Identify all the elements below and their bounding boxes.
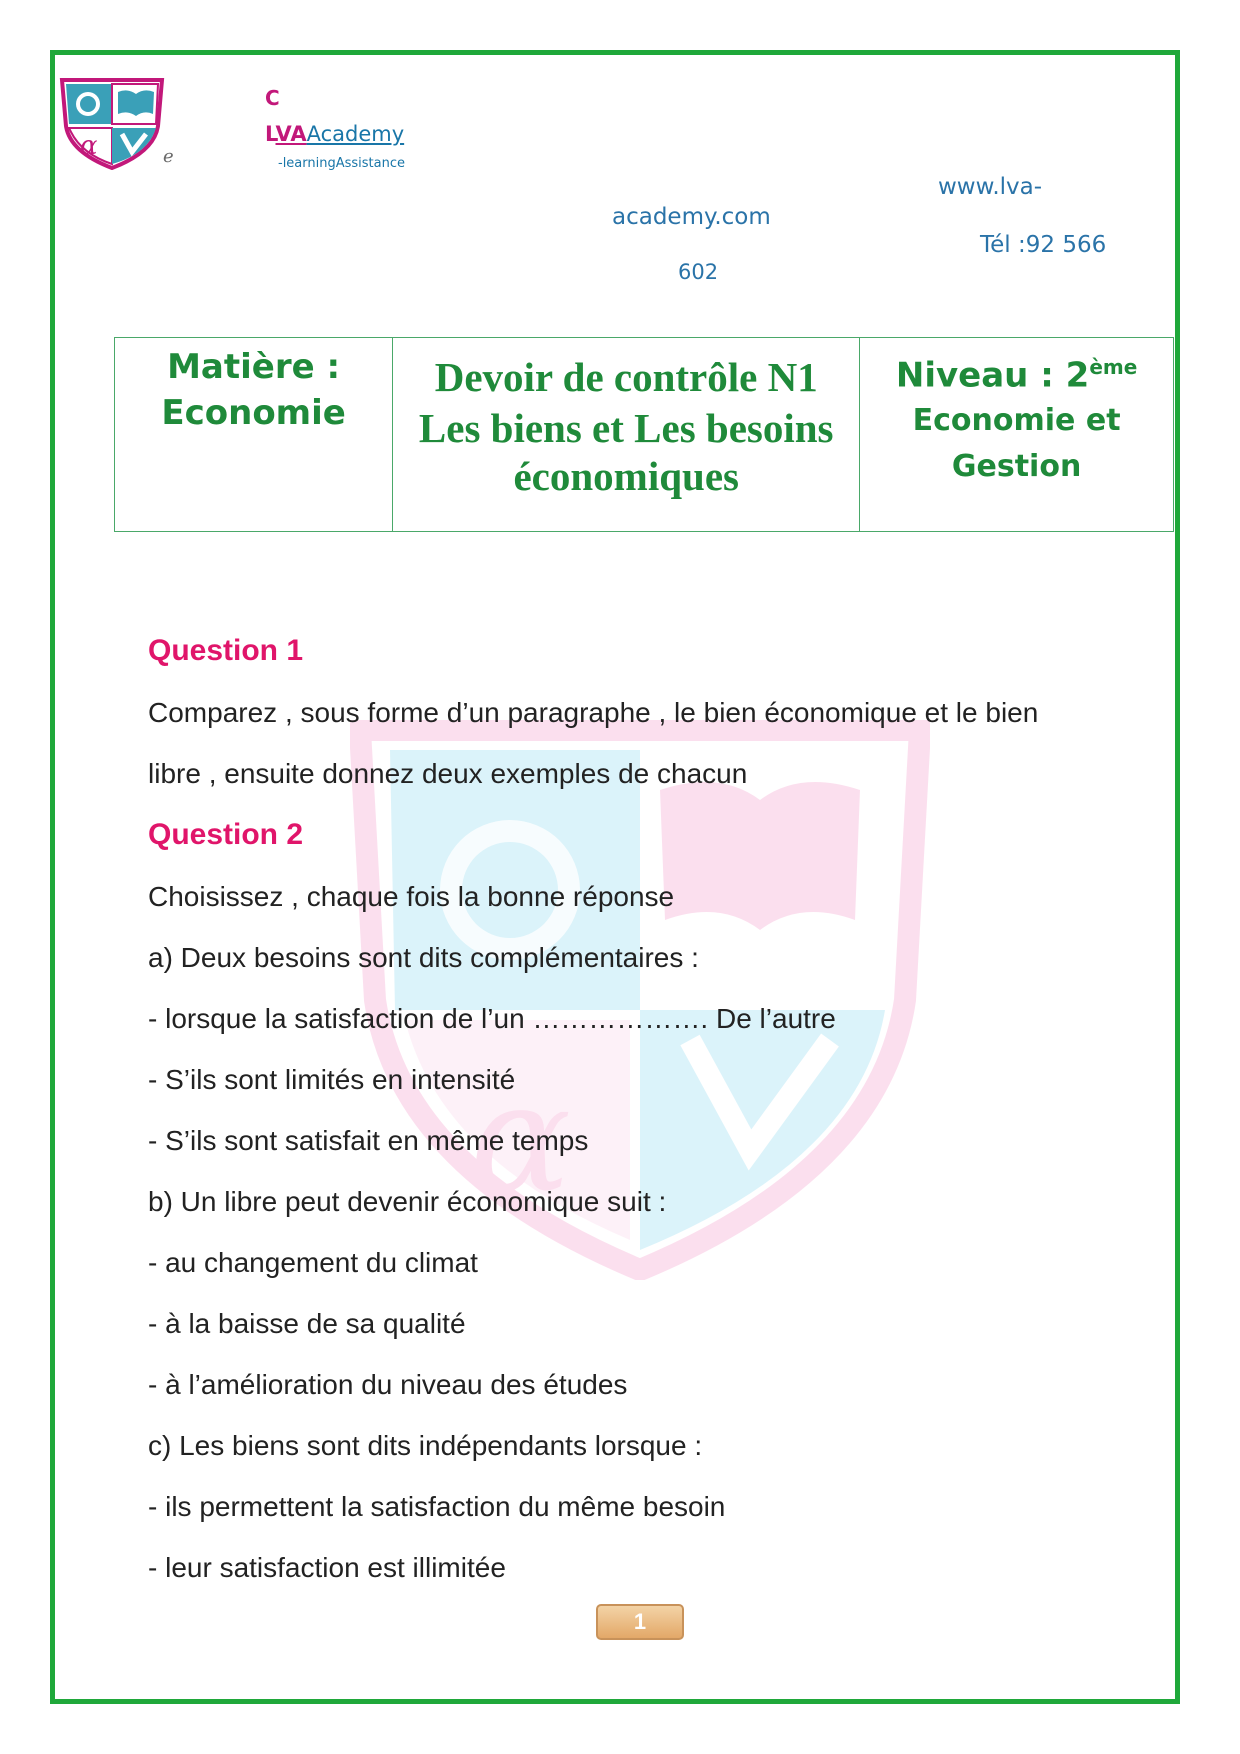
item-a-option-2: - S’ils sont limités en intensité	[148, 1064, 516, 1095]
question-2-title: Question 2	[148, 818, 304, 851]
exam-content	[148, 620, 1128, 1598]
lva-logo-icon	[58, 78, 166, 170]
header-table	[114, 337, 1174, 532]
subject-cell	[115, 338, 393, 532]
phone-number: Tél :92 566	[980, 232, 1107, 258]
svg-text:α: α	[80, 131, 98, 161]
question-1-text-line1: Comparez , sous forme d’un paragraphe , le bien économique et le bien	[148, 697, 1039, 728]
item-a-option-3: - S’ils sont satisfait en même temps	[148, 1125, 589, 1156]
item-c-option-1: - ils permettent la satisfaction du même besoin	[148, 1491, 726, 1522]
brand-va: VA	[275, 122, 307, 146]
exam-topic-line1: Les biens et Les besoins	[418, 405, 834, 451]
brand-name	[265, 122, 404, 146]
page-number: 1	[596, 1604, 684, 1640]
item-c-title: c) Les biens sont dits indépendants lorsque :	[148, 1430, 703, 1461]
level-label-text: Niveau : 2	[895, 355, 1090, 396]
item-b-option-1: - au changement du climat	[148, 1247, 478, 1278]
level-suffix: ème	[1089, 355, 1138, 379]
question-2-instructions: Choisissez , chaque fois la bonne réponse	[148, 881, 675, 912]
subject-label: Matière :	[167, 347, 341, 387]
website-part1: www.lva-	[938, 174, 1043, 200]
website-part2: academy.com	[612, 204, 771, 230]
level-label	[860, 338, 1173, 398]
exam-title: Devoir de contrôle N1	[434, 354, 818, 400]
phone-number-end: 602	[678, 260, 719, 284]
brand-tagline: -learningAssistance	[278, 156, 405, 171]
item-b-title: b) Un libre peut devenir économique suit :	[148, 1186, 667, 1217]
item-a-title: a) Deux besoins sont dits complémentaires :	[148, 942, 699, 973]
question-1-text-line2: libre , ensuite donnez deux exemples de chacun	[148, 758, 748, 789]
brand-l: L	[265, 122, 276, 146]
svg-text:α: α	[470, 1052, 572, 1226]
title-cell	[393, 338, 860, 532]
item-b-option-3: - à l’amélioration du niveau des études	[148, 1369, 628, 1400]
logo-e-mark: e	[163, 146, 174, 167]
item-c-option-2: - leur satisfaction est illimitée	[148, 1552, 506, 1583]
question-1-title: Question 1	[148, 634, 304, 667]
level-cell	[860, 338, 1174, 532]
subject-value: Economie	[161, 393, 346, 433]
brand-letter: C	[265, 86, 280, 110]
level-line2: Economie et	[912, 403, 1121, 439]
item-a-option-1: - lorsque la satisfaction de l’un ………………. De l’autre	[148, 1003, 836, 1034]
exam-topic-line2: économiques	[513, 453, 739, 499]
level-line3: Gestion	[951, 449, 1082, 485]
item-b-option-2: - à la baisse de sa qualité	[148, 1308, 466, 1339]
brand-academy: Academy	[306, 122, 405, 146]
